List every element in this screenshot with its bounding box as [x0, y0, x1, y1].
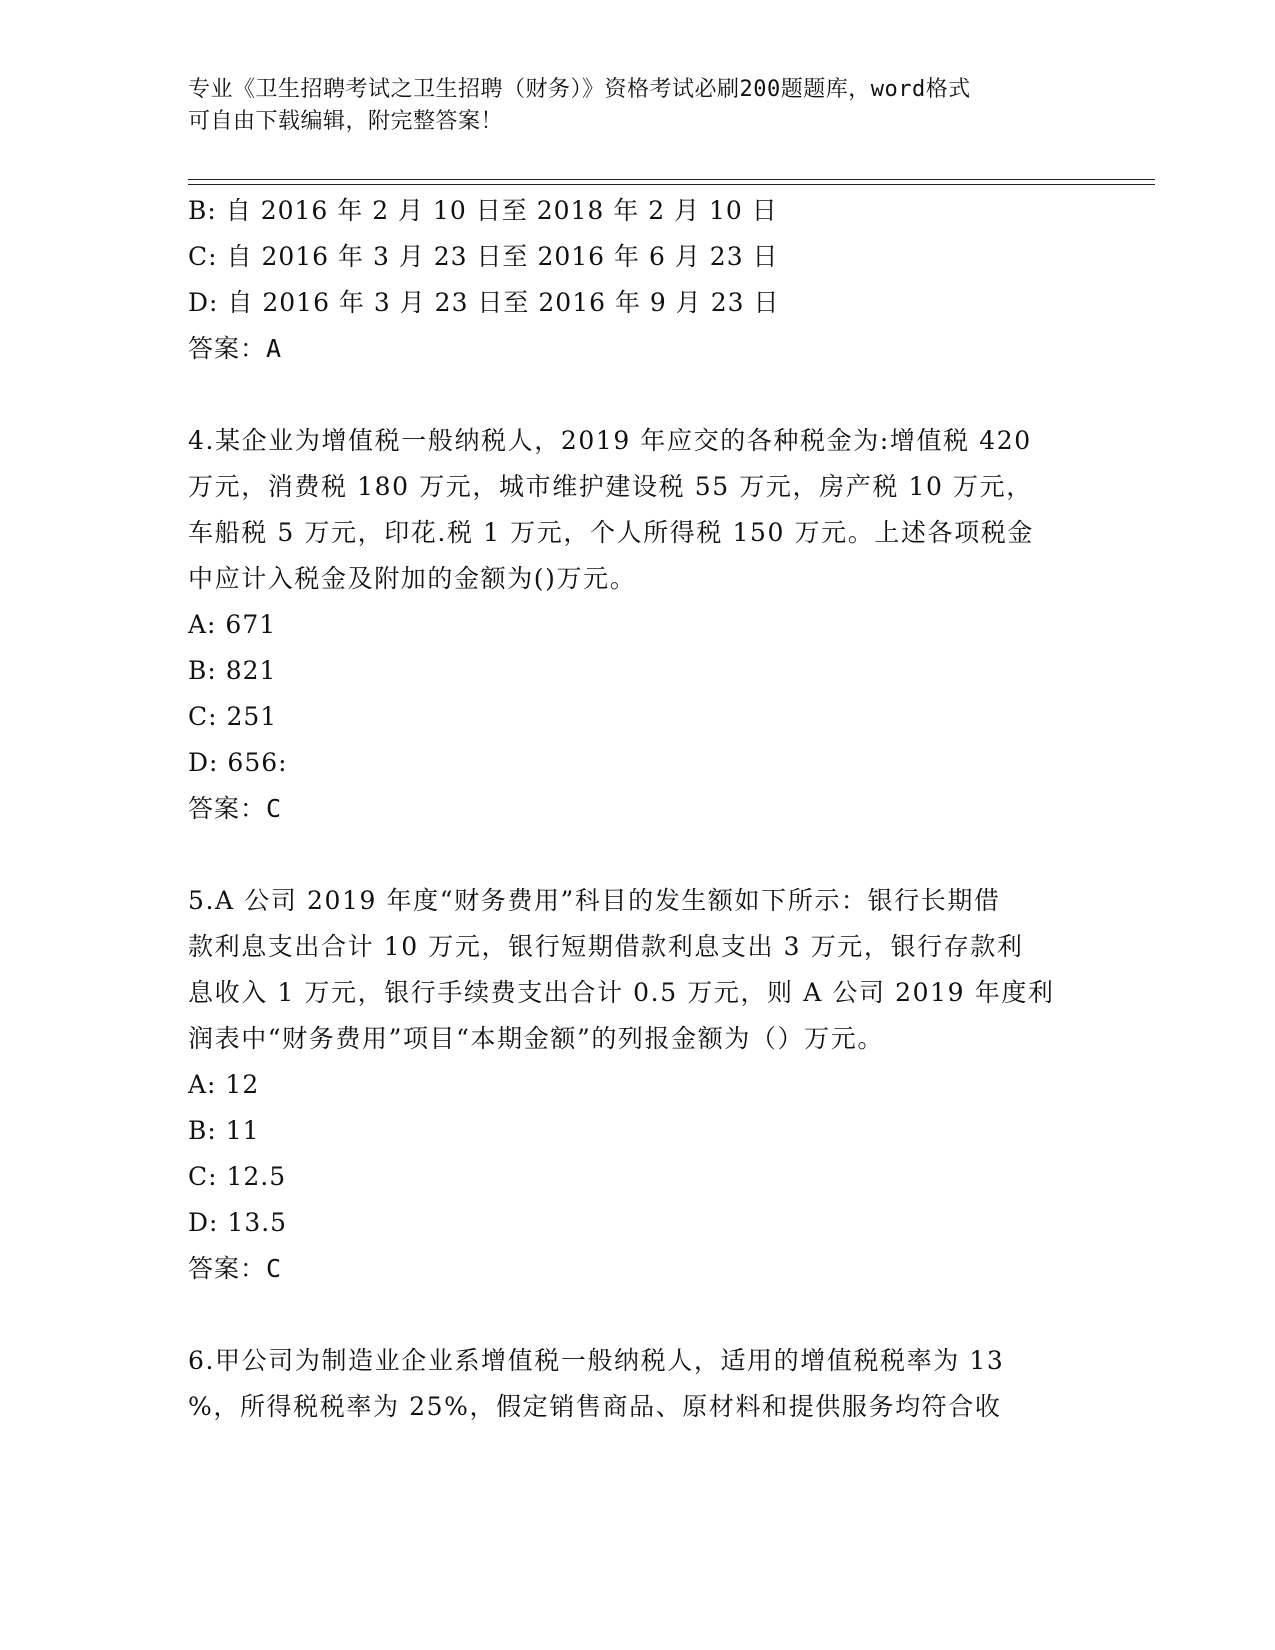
- answer-value: C: [266, 794, 283, 823]
- spacer: [188, 1292, 1088, 1338]
- option-c: C: 251: [188, 702, 278, 731]
- option-a: A: 12: [188, 1070, 260, 1099]
- option-d: D: 13.5: [188, 1208, 288, 1237]
- question-line: 6.甲公司为制造业企业系增值税一般纳税人，适用的增值税税率为 13: [188, 1346, 1005, 1375]
- question-line: 4.某企业为增值税一般纳税人，2019 年应交的各种税金为:增值税 420: [188, 426, 1032, 455]
- option-b: B: 自 2016 年 2 月 10 日至 2018 年 2 月 10 日: [188, 196, 778, 225]
- question-line: 万元，消费税 180 万元，城市维护建设税 55 万元，房产税 10 万元，: [188, 472, 1033, 501]
- answer-label: 答案：: [188, 334, 267, 363]
- question-6: [188, 1338, 1088, 1430]
- option-d: D: 656:: [188, 748, 288, 777]
- question-4: [188, 418, 1088, 832]
- option-b: B: 11: [188, 1116, 260, 1145]
- question-line: 润表中“财务费用”项目“本期金额”的列报金额为（）万元。: [188, 1024, 884, 1053]
- question-line: %，所得税税率为 25%，假定销售商品、原材料和提供服务均符合收: [188, 1392, 1002, 1421]
- question-5: [188, 878, 1088, 1292]
- header-rule-top: [188, 179, 1155, 180]
- previous-question-tail: [188, 188, 1088, 372]
- answer-line: [188, 786, 1088, 832]
- question-line: 款利息支出合计 10 万元，银行短期借款利息支出 3 万元，银行存款利: [188, 932, 1024, 961]
- question-line: 车船税 5 万元，印花.税 1 万元，个人所得税 150 万元。上述各项税金: [188, 518, 1034, 547]
- question-line: 息收入 1 万元，银行手续费支出合计 0.5 万元，则 A 公司 2019 年度利: [188, 978, 1055, 1007]
- answer-line: [188, 1246, 1088, 1292]
- option-d: D: 自 2016 年 3 月 23 日至 2016 年 9 月 23 日: [188, 288, 780, 317]
- answer-value: C: [266, 1254, 283, 1283]
- spacer: [188, 832, 1088, 878]
- question-line: 5.A 公司 2019 年度“财务费用”科目的发生额如下所示：银行长期借: [188, 886, 1001, 915]
- option-c: C: 自 2016 年 3 月 23 日至 2016 年 6 月 23 日: [188, 242, 779, 271]
- document-header: 专业《卫生招聘考试之卫生招聘（财务）》资格考试必刷200题题库，word格式 可自由下载编辑，附完整答案！: [188, 77, 971, 134]
- question-text: [188, 1338, 1088, 1430]
- answer-value: A: [266, 334, 283, 363]
- header-rule-bottom: [188, 184, 1155, 185]
- document-body: [188, 188, 1088, 1430]
- option-c: C: 12.5: [188, 1162, 287, 1191]
- spacer: [188, 372, 1088, 418]
- option-a: A: 671: [188, 610, 277, 639]
- answer-line: [188, 326, 1088, 372]
- answer-label: 答案：: [188, 794, 267, 823]
- question-text: [188, 878, 1088, 1062]
- question-text: [188, 418, 1088, 602]
- option-b: B: 821: [188, 656, 277, 685]
- answer-label: 答案：: [188, 1254, 267, 1283]
- question-line: 中应计入税金及附加的金额为()万元。: [188, 564, 637, 593]
